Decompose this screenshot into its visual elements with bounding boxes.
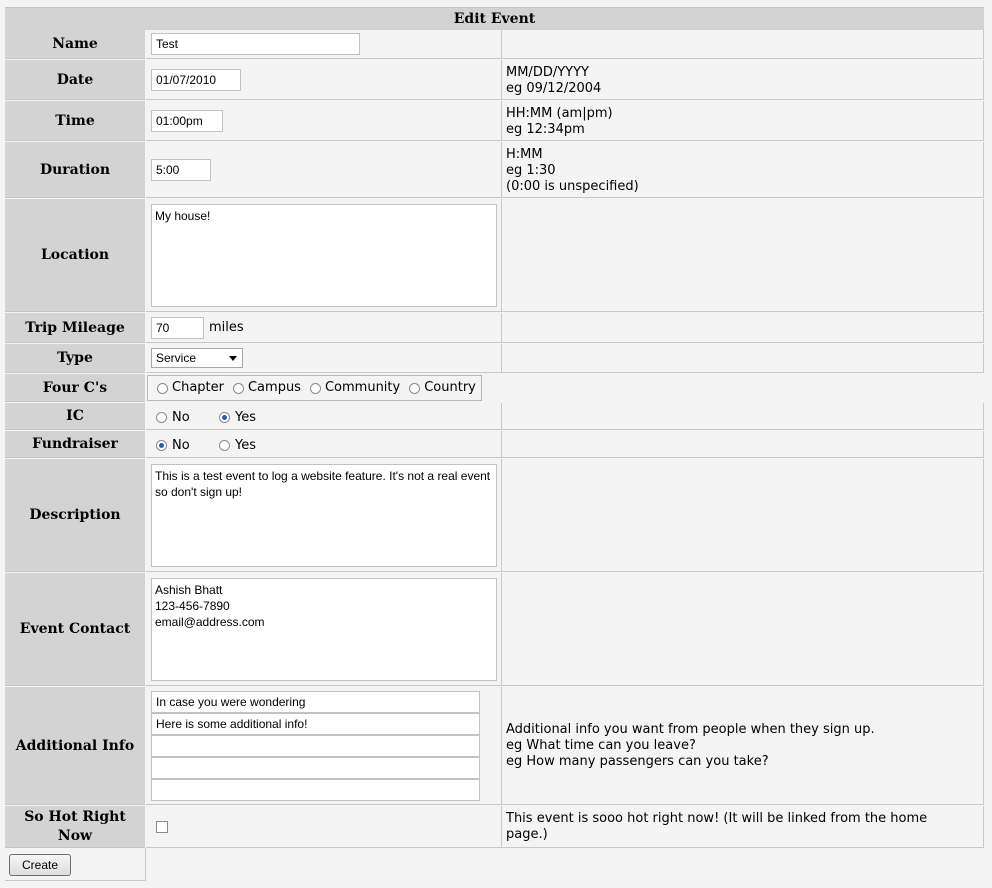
additional-info-input-4[interactable] [151,757,480,779]
row-event-contact [5,573,984,686]
additional-info-input-1[interactable]: In case you were wondering [151,691,480,713]
date-format-hint: MM/DD/YYYY [506,65,589,80]
event-contact-label: Event Contact [5,573,145,686]
duration-format-hint: H:MM [506,147,543,162]
type-select[interactable] [151,348,243,368]
additional-info-example-1: eg What time can you leave? [506,738,696,753]
so-hot-label: So Hot Right Now [5,806,145,848]
time-format-hint: HH:MM (am|pm) [506,106,613,121]
date-example-hint: eg 09/12/2004 [506,81,602,96]
four-cs-option-campus: Campus [247,380,301,395]
type-label: Type [5,344,145,373]
four-cs-label: Four C's [5,374,145,402]
create-button[interactable]: Create [9,854,71,876]
location-textarea[interactable]: My house! [151,204,497,307]
row-duration [5,142,984,198]
date-label: Date [5,60,145,100]
row-additional-info [5,687,984,805]
row-four-cs [5,374,984,402]
event-contact-textarea[interactable]: Ashish Bhatt 123-456-7890 email@address.com [151,578,497,681]
fundraiser-option-yes: Yes [235,438,256,453]
date-input[interactable]: 01/07/2010 [151,69,241,91]
type-selected-value: Service [156,351,197,365]
name-label: Name [5,30,145,59]
row-so-hot [5,806,984,848]
time-example-hint: eg 12:34pm [506,122,585,137]
four-cs-radio-chapter[interactable] [157,383,168,394]
four-cs-option-community: Community [324,380,401,395]
ic-label: IC [5,403,145,430]
ic-radio-no[interactable] [156,412,167,423]
ic-option-no: No [172,410,190,425]
name-input[interactable]: Test [151,33,360,55]
so-hot-checkbox[interactable] [156,821,168,833]
miles-unit-label: miles [209,320,244,335]
four-cs-radio-campus[interactable] [233,383,244,394]
fundraiser-option-no: No [172,438,190,453]
so-hot-hint: This event is sooo hot right now! (It will be linked from the home page.) [506,811,928,842]
trip-mileage-input[interactable]: 70 [151,317,204,339]
description-label: Description [5,459,145,572]
four-cs-option-chapter: Chapter [172,380,224,395]
location-label: Location [5,199,145,312]
time-label: Time [5,101,145,141]
row-date [5,60,984,100]
row-type [5,344,984,373]
duration-label: Duration [5,142,145,198]
form-title: Edit Event [5,7,984,30]
additional-info-hint: Additional info you want from people when they sign up. [506,722,875,737]
additional-info-input-2[interactable]: Here is some additional info! [151,713,480,735]
duration-input[interactable]: 5:00 [151,159,211,181]
fundraiser-radio-no[interactable] [156,440,167,451]
four-cs-radio-group [147,375,482,401]
row-name [5,30,984,59]
four-cs-radio-community[interactable] [310,383,321,394]
trip-mileage-label: Trip Mileage [5,313,145,343]
row-fundraiser [5,431,984,458]
row-time [5,101,984,141]
chevron-down-icon [229,356,237,361]
additional-info-input-3[interactable] [151,735,480,757]
ic-radio-yes[interactable] [219,412,230,423]
additional-info-label: Additional Info [5,687,145,805]
row-trip-mileage [5,313,984,343]
time-input[interactable]: 01:00pm [151,110,223,132]
duration-unspecified-hint: (0:00 is unspecified) [506,179,639,194]
additional-info-example-2: eg How many passengers can you take? [506,754,769,769]
ic-option-yes: Yes [235,410,256,425]
fundraiser-label: Fundraiser [5,431,145,458]
fundraiser-radio-yes[interactable] [219,440,230,451]
additional-info-input-5[interactable] [151,779,480,801]
row-ic [5,403,984,430]
four-cs-option-country: Country [424,380,476,395]
description-textarea[interactable]: This is a test event to log a website feature. It's not a real event so don't sign up! [151,464,497,567]
row-description [5,459,984,572]
duration-example-hint: eg 1:30 [506,163,556,178]
four-cs-radio-country[interactable] [409,383,420,394]
row-location [5,199,984,312]
